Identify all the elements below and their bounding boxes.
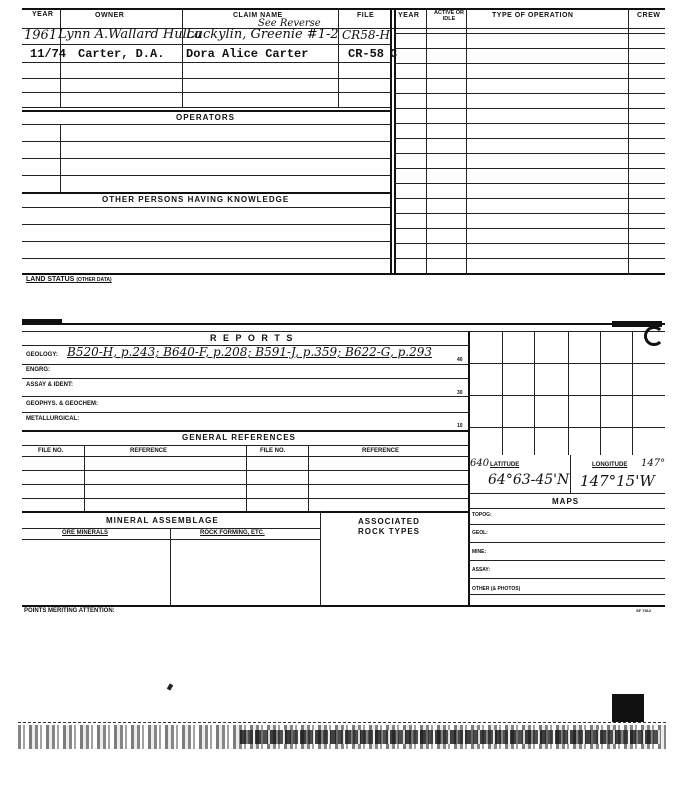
assay-label: ASSAY & IDENT: bbox=[26, 382, 74, 388]
row2-year: 11/74 bbox=[30, 47, 67, 61]
geology-label: GEOLOGY: bbox=[26, 352, 58, 358]
row2-mark: C bbox=[390, 47, 398, 61]
geology-value: B520-H, p.243; B640-F, p.208; B591-J, p.359; B622-G, p.293 bbox=[67, 345, 432, 359]
maps-other: OTHER (& PHOTOS) bbox=[472, 586, 521, 592]
longitude-number: 147° bbox=[641, 458, 666, 469]
col-file-no: FILE NO. bbox=[38, 448, 64, 454]
latitude-value: 64°63-45'N bbox=[488, 472, 570, 488]
maps-assay: ASSAY: bbox=[472, 567, 491, 573]
type-of-operation-header: TYPE OF OPERATION bbox=[492, 12, 574, 19]
row1-claim: Luckylin, Greenie #1-2 bbox=[186, 27, 339, 42]
scan-noise-band-dark bbox=[240, 730, 660, 744]
points-meriting-label: POINTS MERITING ATTENTION: bbox=[24, 608, 115, 614]
noise-dot bbox=[167, 683, 173, 690]
col-file-no-2: FILE NO. bbox=[260, 448, 286, 454]
year-header: YEAR bbox=[32, 11, 54, 18]
quad-number: 640 bbox=[470, 458, 490, 469]
row2-claim: Dora Alice Carter bbox=[186, 47, 309, 61]
longitude-label: LONGITUDE bbox=[592, 462, 628, 468]
operators-title: OPERATORS bbox=[176, 113, 235, 122]
claim-name-header: CLAIM NAME bbox=[233, 12, 283, 19]
rock-forming-label: ROCK FORMING, ETC. bbox=[200, 530, 265, 536]
black-square-mark bbox=[612, 694, 644, 722]
row2-file: CR-58 bbox=[348, 47, 385, 61]
see-reverse-note: See Reverse bbox=[258, 18, 321, 29]
corner-circle-mark bbox=[644, 326, 664, 346]
active-idle-header: ACTIVE OR IDLE bbox=[434, 10, 464, 22]
latitude-label: LATITUDE bbox=[490, 462, 520, 468]
engrg-label: ENGRG: bbox=[26, 367, 50, 373]
maps-geol: GEOL: bbox=[472, 530, 488, 536]
maps-title: MAPS bbox=[552, 497, 580, 506]
rock-types-label: ROCK TYPES bbox=[358, 527, 421, 536]
col-reference: REFERENCE bbox=[130, 448, 168, 454]
associated-label: ASSOCIATED bbox=[358, 517, 420, 526]
geophys-label: GEOPHYS. & GEOCHEM: bbox=[26, 401, 99, 407]
row2-owner: Carter, D.A. bbox=[78, 47, 165, 61]
year2-header: YEAR bbox=[398, 12, 420, 19]
crew-header: CREW bbox=[637, 12, 661, 19]
row1-file: CR58-H bbox=[342, 28, 391, 42]
col-reference-2: REFERENCE bbox=[362, 448, 400, 454]
other-persons-title: OTHER PERSONS HAVING KNOWLEDGE bbox=[102, 195, 290, 204]
form-number: SF 7512 bbox=[636, 608, 652, 613]
owner-header: OWNER bbox=[95, 12, 125, 19]
maps-topog: TOPOG: bbox=[472, 512, 492, 518]
land-status-label: LAND STATUS (OTHER DATA) bbox=[26, 276, 112, 283]
ore-minerals-label: ORE MINERALS bbox=[62, 530, 109, 536]
margin-10: 10 bbox=[457, 423, 463, 429]
maps-mine: MINE: bbox=[472, 549, 487, 555]
reports-title: R E P O R T S bbox=[210, 333, 295, 343]
mineral-assemblage-title: MINERAL ASSEMBLAGE bbox=[106, 516, 219, 525]
row1-year: 1961 bbox=[24, 28, 58, 43]
longitude-value: 147°15'W bbox=[580, 472, 655, 490]
margin-40: 40 bbox=[457, 357, 463, 363]
metallurgical-label: METALLURGICAL: bbox=[26, 416, 80, 422]
general-references-title: GENERAL REFERENCES bbox=[182, 433, 296, 442]
row1-owner: Lynn A.Wallard Hulca bbox=[58, 27, 202, 42]
file-header: FILE bbox=[357, 12, 375, 19]
margin-30: 30 bbox=[457, 390, 463, 396]
